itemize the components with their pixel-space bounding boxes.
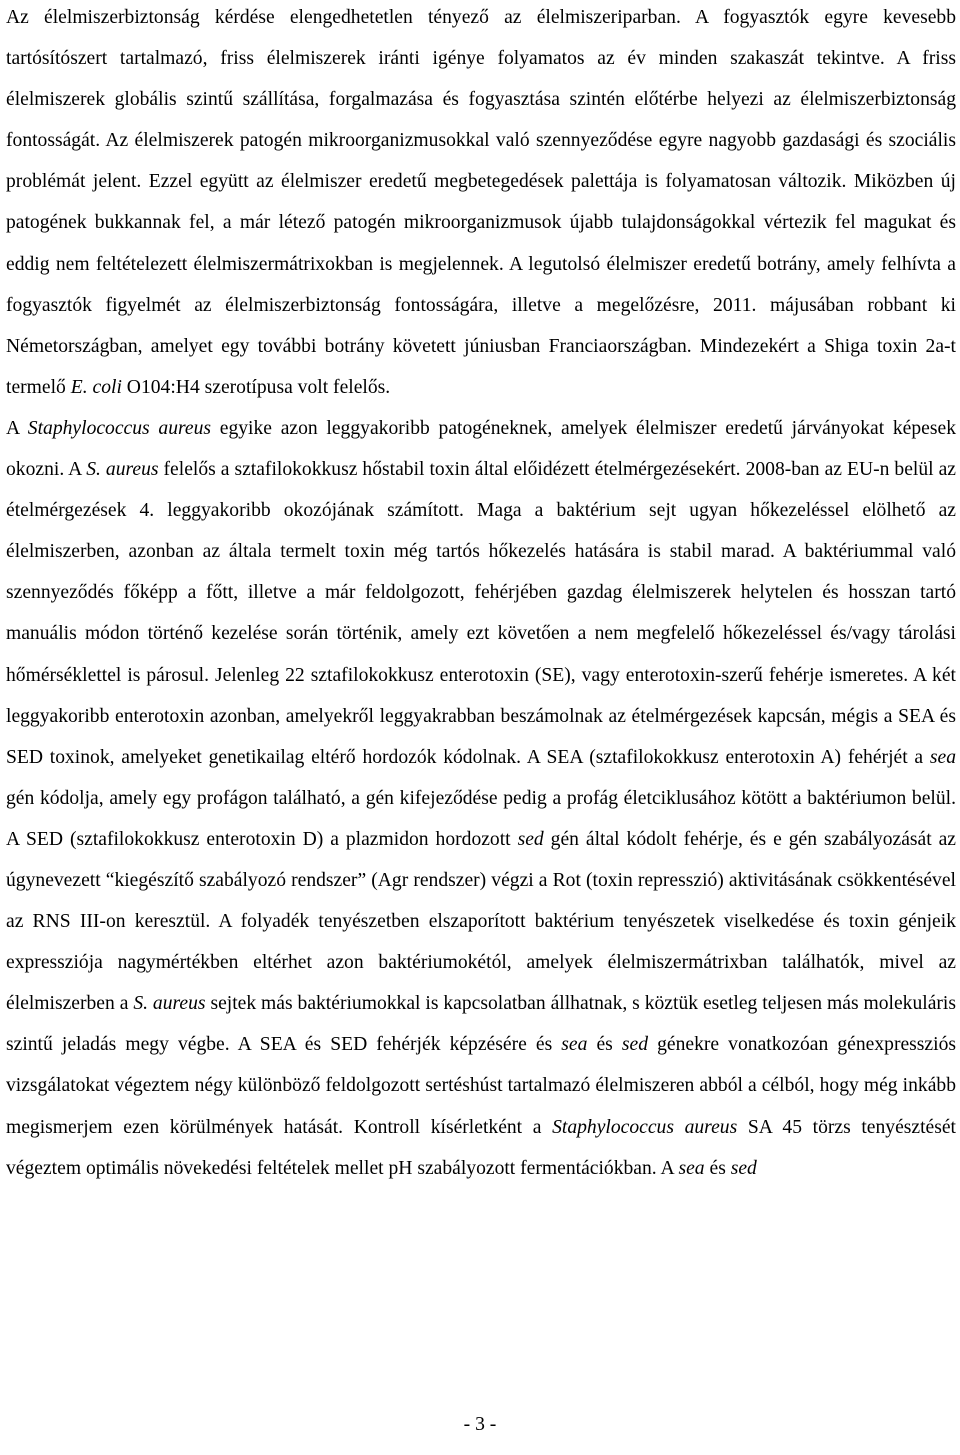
italic-term: Staphylococcus aureus xyxy=(552,1116,738,1138)
text-segment: génekre vonatkozóan génexpressziós vizsgálatokat végeztem négy különböző feldolgozott sertéshúst tartalmazó élelmiszeren abból a célból, hogy még inkább megismerjem ezen körülmények hatását. Kontroll kísérletként a xyxy=(6,1034,956,1138)
italic-term: sed xyxy=(621,1034,649,1056)
text-segment: A xyxy=(6,417,28,439)
italic-term: S. aureus xyxy=(86,459,159,481)
text-segment: gén által kódolt fehérje, és e gén szabályozását az úgynevezett “kiegészítő szabályozó rendszer” (Agr rendszer) végzi a Rot (toxin represszió) aktivitásának csökkentésével az RNS III-on keresztül. A folyadék tenyészetben elszaporított baktérium tenyészetek viselkedése és toxin génjeik expressziója nagymértékben eltérhet azon baktériumokétól, amelyek élelmiszermátrixban találhatók, mivel az élelmiszerben a xyxy=(6,828,956,1015)
document-page xyxy=(6,0,956,1189)
italic-term: S. aureus xyxy=(133,993,206,1015)
paragraph-staphylococcus xyxy=(6,408,956,1189)
page-number: - 3 - xyxy=(463,1414,497,1435)
text-segment: sejtek más baktériumokkal is kapcsolatban állhatnak, s köztük esetleg teljesen más molekuláris szintű jeladás megy végbe. A SEA és SED fehérjék képzésére és xyxy=(6,993,956,1056)
text-segment: O104:H4 szerotípusa volt felelős. xyxy=(121,376,391,398)
italic-term: sed xyxy=(517,828,544,850)
italic-term: sed xyxy=(730,1157,757,1179)
text-segment: egyike azon leggyakoribb patogéneknek, amelyek élelmiszer eredetű járványokat képesek okozni. A xyxy=(6,417,956,481)
text-segment: felelős a sztafilokokkusz hőstabil toxin által előidézett ételmérgezésekért. 2008-ban az EU-n belül az ételmérgezések 4. leggyakoribb okozójának számított. Maga a baktérium sejt ugyan hőkezeléssel elölhető az élelmiszerben, azonban az általa termelt toxin még tartós hőkezelés hatására is stabil marad. A baktériummal való szennyeződés főképp a főtt, illetve a már feldolgozott, fehérjében gazdag élelmiszerek helytelen és hosszan tartó manuális módon történő kezelése során történik, amely ezt követően a nem megfelelő hőkezeléssel és/vagy tárolási hőmérséklettel is párosul. Jelenleg 22 sztafilokokkusz enterotoxin (SE), vagy enterotoxin-szerű fehérje ismeretes. A két leggyakoribb enterotoxin azonban, amelyekről leggyakrabban beszámolnak az ételmérgezések kapcsán, mégis a SEA és SED toxinok, amelyeket genetikailag eltérő hordozók kódolnak. A SEA (sztafilokokkusz enterotoxin A) fehérjét a xyxy=(6,459,956,768)
text-segment: Az élelmiszerbiztonság kérdése elengedhetetlen tényező az élelmiszeriparban. A fogyasztók egyre kevesebb tartósítószert tartalmazó, friss élelmiszerek iránti igénye folyamatos az év minden szakaszát tekintve. A friss élelmiszerek globális szintű szállítása, forgalmazása és fogyasztása szintén előtérbe helyezi az élelmiszerbiztonság fontosságát. Az élelmiszerek patogén mikroorganizmusokkal való szennyeződése egyre nagyobb gazdasági és szociális problémát jelent. Ezzel együtt az élelmiszer eredetű megbetegedések palettája is folyamatosan változik. Miközben új patogének bukkannak fel, a már létező patogén mikroorganizmusok újabb tulajdonságokkal vértezik fel magukat és eddig nem feltételezett élelmiszermátrixokban is megjelennek. A legutolsó élelmiszer eredetű botrány, amely felhívta a fogyasztók figyelmét az élelmiszerbiztonság fontosságára, illetve a megelőzésre, 2011. májusában robbant ki Németországban, amelyet egy további botrány követett júniusban Franciaországban. Mindezekért a Shiga toxin 2a-t termelő xyxy=(6,7,956,398)
italic-term: Staphylococcus aureus xyxy=(27,417,212,439)
text-segment: SA 45 törzs tenyésztését végeztem optimális növekedési feltételek mellet pH szabályozott fermentációkban. A xyxy=(6,1116,956,1179)
text-segment: gén kódolja, amely egy profágon található, a gén kifejeződése pedig a profág életciklusához kötött a baktériumon belül. A SED (sztafilokokkusz enterotoxin D) a plazmidon hordozott xyxy=(6,787,956,850)
paragraph-food-safety xyxy=(6,0,956,408)
italic-term: E. coli xyxy=(70,376,122,398)
italic-term: sea xyxy=(929,746,956,768)
italic-term: sea xyxy=(561,1034,588,1056)
italic-term: sea xyxy=(678,1157,705,1179)
text-segment: és xyxy=(587,1034,622,1056)
text-segment: és xyxy=(704,1157,731,1179)
